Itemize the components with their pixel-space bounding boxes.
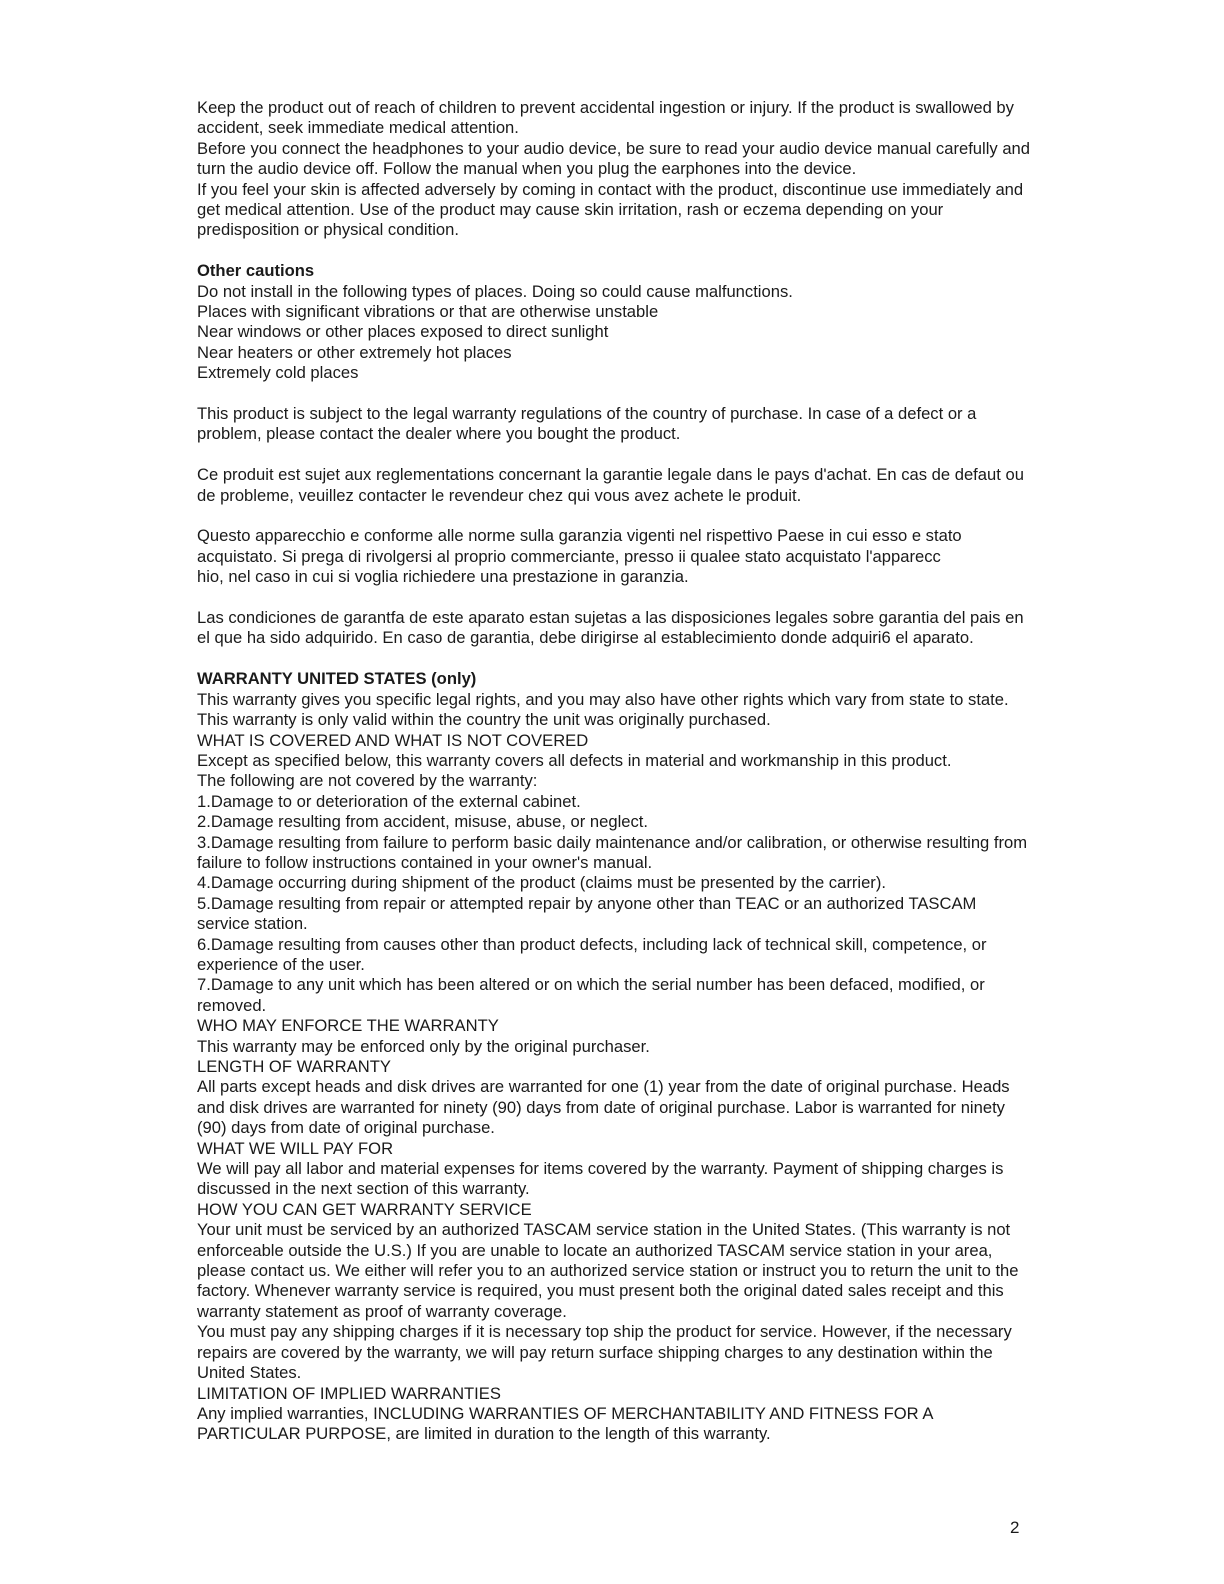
caution-line: Places with significant vibrations or that are otherwise unstable [197,302,659,322]
section-heading: WHAT IS COVERED AND WHAT IS NOT COVERED [197,730,589,750]
legal-italian-line: Questo apparecchio e conforme alle norme sulla garanzia vigenti nel rispettivo Paese in cui esso e stato [197,526,962,546]
section-heading: LIMITATION OF IMPLIED WARRANTIES [197,1383,501,1403]
section-heading: LENGTH OF WARRANTY [197,1057,391,1076]
length-text: All parts except heads and disk drives are warranted for one (1) year from the date of original purchase. Heads and disk drives are warranted for ninety (90) days from date of original purchase. Labor is warranted for ninety (90) days from date of original purchase. [197,1077,1010,1138]
document-page [197,98,1032,1445]
other-cautions-heading: Other cautions [197,261,315,281]
warranty-rights: This warranty gives you specific legal rights, and you may also have other rights which vary from state to state. This warranty is only valid within the country the unit was originally purchased. [197,689,1009,730]
covered-text: Except as specified below, this warranty covers all defects in material and workmanship in this product. [197,750,952,770]
legal-french: Ce produit est sujet aux reglementations concernant la garantie legale dans le pays d'achat. En cas de defaut ou de probleme, veuillez contacter le revendeur chez qui vous avez achete le produit. [197,465,1024,505]
exclusion-item: 7.Damage to any unit which has been altered or on which the serial number has been defaced, modified, or removed. [197,975,985,1015]
exclusion-item: 5.Damage resulting from repair or attempted repair by anyone other than TEAC or an authorized TASCAM service station. [197,893,977,934]
caution-line: Near heaters or other extremely hot places [197,342,512,362]
intro-paragraph: Keep the product out of reach of children to prevent accidental ingestion or injury. If the product is swallowed by accident, seek immediate medical attention. [197,98,1014,138]
caution-line: Do not install in the following types of places. Doing so could cause malfunctions. [197,281,793,301]
exclusion-item: 3.Damage resulting from failure to perform basic daily maintenance and/or calibration, or otherwise resulting from failure to follow instructions contained in your owner's manual. [197,832,1028,872]
exclusion-item: 6.Damage resulting from causes other than product defects, including lack of technical skill, competence, or experience of the user. [197,934,987,974]
caution-line: Extremely cold places [197,363,359,383]
service-text: You must pay any shipping charges if it is necessary top ship the product for service. However, if the necessary repairs are covered by the warranty, we will pay return surface shipping charges to any destination within the United States. [197,1322,1012,1383]
section-heading: WHAT WE WILL PAY FOR [197,1138,394,1158]
service-text: Your unit must be serviced by an authorized TASCAM service station in the United States. (This warranty is not enforceable outside the U.S.) If you are unable to locate an authorized TASCAM service station in your area, please contact us. We either will refer you to an authorized service station or instruct you to return the unit to the factory. Whenever warranty service is required, you must present both the original dated sales receipt and this warranty statement as proof of warranty coverage. [197,1220,1019,1321]
warranty-heading: WARRANTY UNITED STATES (only) [197,669,477,689]
exclusion-item: 2.Damage resulting from accident, misuse, abuse, or neglect. [197,812,649,832]
exclusion-item: 1.Damage to or deterioration of the external cabinet. [197,791,581,811]
not-covered-intro: The following are not covered by the warranty: [197,771,538,791]
section-heading: HOW YOU CAN GET WARRANTY SERVICE [197,1199,532,1219]
legal-italian-line: hio, nel caso in cui si voglia richiedere una prestazione in garanzia. [197,567,689,587]
legal-spanish: Las condiciones de garantfa de este aparato estan sujetas a las disposiciones legales sobre garantia del pais en el que ha sido adquirido. En caso de garantia, debe dirigirse al establecimiento donde adquiri6 el aparato. [197,608,1024,648]
intro-paragraph: If you feel your skin is affected adversely by coming in contact with the product, discontinue use immediately and get medical attention. Use of the product may cause skin irritation, rash or eczema depending on your predisposition or physical condition. [197,179,1024,240]
limitation-text: Any implied warranties, INCLUDING WARRANTIES OF MERCHANTABILITY AND FITNESS FOR A PARTICULAR PURPOSE, are limited in duration to the length of this warranty. [197,1403,933,1444]
page-number: 2 [1010,1518,1020,1537]
caution-line: Near windows or other places exposed to direct sunlight [197,322,609,342]
legal-english: This product is subject to the legal warranty regulations of the country of purchase. In case of a defect or a problem, please contact the dealer where you bought the product. [197,404,977,444]
intro-paragraph: Before you connect the headphones to your audio device, be sure to read your audio device manual carefully and turn the audio device off. Follow the manual when you plug the earphones into the device. [197,138,1031,179]
enforce-text: This warranty may be enforced only by the original purchaser. [197,1036,650,1056]
pay-text: We will pay all labor and material expenses for items covered by the warranty. Payment of shipping charges is discussed in the next section of this warranty. [197,1159,1004,1199]
exclusion-item: 4.Damage occurring during shipment of the product (claims must be presented by the carrier). [197,873,886,893]
section-heading: WHO MAY ENFORCE THE WARRANTY [197,1016,499,1036]
legal-italian-line: acquistato. Si prega di rivolgersi al proprio commerciante, presso ii qualee stato acquistato l'apparecc [197,546,941,566]
